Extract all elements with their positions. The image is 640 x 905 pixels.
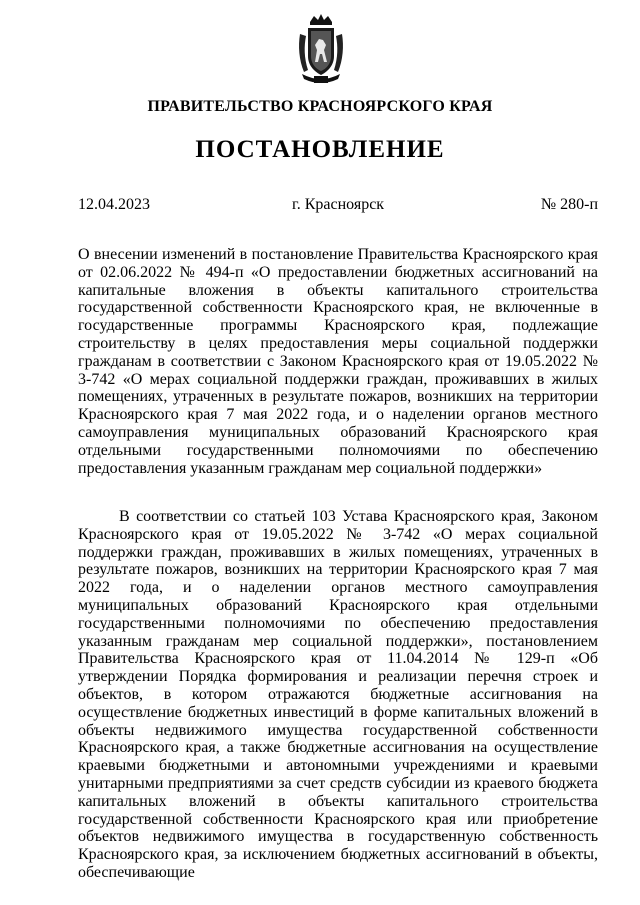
document-city: г. Красноярск (291, 196, 385, 213)
coat-of-arms-icon (296, 12, 346, 86)
government-name: ПРАВИТЕЛЬСТВО КРАСНОЯРСКОГО КРАЯ (147, 98, 493, 115)
document-subject-title: О внесении изменений в постановление Правительства Красноярского края от 02.06.2022 № 494-п «О предоставлении бюджетных ассигнований на капитальные вложения в объекты капитального строительства государственной собственности Красноярского края, не включенные в государственные программы Красноярского края, подлежащие строительству в целях предоставления меры социальной поддержки гражданам в соответствии с Законом Красноярского края от 19.05.2022 № 3-742 «О мерах социальной поддержки граждан, проживавших в жилых помещениях, утраченных в результате пожаров, возникших на территории Красноярского края 7 мая 2022 года, и о наделении органов местного самоуправления муниципальных образований Красноярского края отдельными государственными полномочиями по обеспечению предоставления указанным гражданам мер социальной поддержки» (78, 246, 598, 477)
document-number: № 280-п (540, 196, 598, 213)
document-body-paragraph: В соответствии со статьей 103 Устава Красноярского края, Законом Красноярского края от 19.05.2022 № 3-742 «О мерах социальной поддержки граждан, проживавших в жилых помещениях, утраченных в результате пожаров, возникших на территории Красноярского края 7 мая 2022 года, и о наделении органов местного самоуправления муниципальных образований Красноярского края отдельными государственными полномочиями по обеспечению предоставления указанным гражданам мер социальной поддержки», постановлением Правительства Красноярского края от 11.04.2014 № 129-п «Об утверждении Порядка формирования и реализации перечня строек и объектов, в котором отражаются бюджетные ассигнования на осуществление бюджетных инвестиций в форме капитальных вложений в объекты недвижимого имущества государственной собственности Красноярского края, а также бюджетные ассигнования на осуществление краевыми бюджетными и автономными учреждениями и краевыми унитарными предприятиями за счет средств субсидии из краевого бюджета капитальных вложений в объекты капитального строительства государственной собственности Красноярского края или приобретение объектов недвижимого имущества в государственную собственность Красноярского края, за исключением бюджетных ассигнований в объекты, обеспечивающие (78, 508, 598, 881)
document-date: 12.04.2023 (78, 196, 150, 213)
document-type-title: ПОСТАНОВЛЕНИЕ (195, 136, 445, 163)
document-meta-row (78, 196, 598, 216)
